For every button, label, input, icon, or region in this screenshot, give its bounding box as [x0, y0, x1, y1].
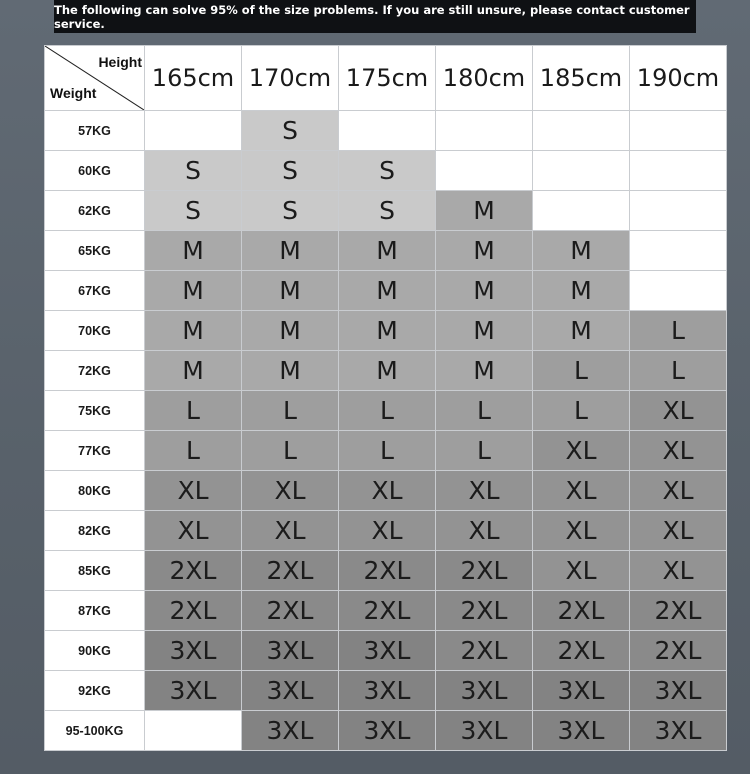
- size-cell: 2XL: [436, 631, 533, 671]
- size-cell: L: [630, 311, 727, 351]
- size-cell: 2XL: [145, 591, 242, 631]
- weight-row-header: 72KG: [45, 351, 145, 391]
- size-cell: 3XL: [145, 631, 242, 671]
- size-cell: XL: [436, 471, 533, 511]
- size-table-row: [45, 271, 727, 311]
- size-cell: M: [339, 271, 436, 311]
- size-cell: L: [533, 391, 630, 431]
- size-cell: 2XL: [242, 551, 339, 591]
- size-cell: 2XL: [436, 551, 533, 591]
- empty-size-cell: [533, 111, 630, 151]
- size-cell: 3XL: [339, 711, 436, 751]
- size-cell: L: [436, 431, 533, 471]
- weight-row-header: 75KG: [45, 391, 145, 431]
- size-cell: 2XL: [533, 591, 630, 631]
- size-cell: L: [242, 431, 339, 471]
- size-table-row: [45, 511, 727, 551]
- size-table-row: [45, 631, 727, 671]
- empty-size-cell: [630, 191, 727, 231]
- size-cell: 3XL: [145, 671, 242, 711]
- height-axis-label: Height: [98, 54, 142, 70]
- size-cell: 3XL: [242, 631, 339, 671]
- size-table-row: [45, 551, 727, 591]
- weight-row-header: 85KG: [45, 551, 145, 591]
- size-cell: 2XL: [145, 551, 242, 591]
- size-cell: L: [436, 391, 533, 431]
- size-cell: M: [339, 311, 436, 351]
- weight-row-header: 80KG: [45, 471, 145, 511]
- size-cell: M: [242, 351, 339, 391]
- size-cell: 3XL: [630, 711, 727, 751]
- empty-size-cell: [145, 711, 242, 751]
- size-cell: L: [145, 391, 242, 431]
- size-cell: M: [145, 351, 242, 391]
- weight-row-header: 82KG: [45, 511, 145, 551]
- empty-size-cell: [533, 151, 630, 191]
- size-table-row: [45, 311, 727, 351]
- size-cell: M: [145, 271, 242, 311]
- size-cell: XL: [630, 391, 727, 431]
- size-cell: XL: [242, 471, 339, 511]
- size-cell: XL: [630, 551, 727, 591]
- size-cell: M: [242, 271, 339, 311]
- weight-row-header: 67KG: [45, 271, 145, 311]
- size-table-row: [45, 711, 727, 751]
- height-column-header: 170cm: [242, 46, 339, 111]
- size-cell: M: [339, 231, 436, 271]
- size-table-row: [45, 191, 727, 231]
- size-cell: 3XL: [339, 671, 436, 711]
- size-cell: L: [630, 351, 727, 391]
- size-cell: 3XL: [533, 711, 630, 751]
- height-column-header: 185cm: [533, 46, 630, 111]
- size-table-row: [45, 231, 727, 271]
- size-cell: M: [436, 351, 533, 391]
- size-cell: S: [145, 151, 242, 191]
- weight-axis-label: Weight: [50, 85, 97, 101]
- size-table-row: [45, 111, 727, 151]
- size-table-body: [45, 111, 727, 751]
- size-table-row: [45, 471, 727, 511]
- size-cell: L: [242, 391, 339, 431]
- size-cell: M: [533, 231, 630, 271]
- weight-row-header: 87KG: [45, 591, 145, 631]
- weight-row-header: 62KG: [45, 191, 145, 231]
- size-table-row: [45, 671, 727, 711]
- size-cell: S: [339, 191, 436, 231]
- size-cell: XL: [339, 471, 436, 511]
- size-cell: 2XL: [630, 591, 727, 631]
- size-cell: M: [436, 191, 533, 231]
- size-cell: XL: [533, 471, 630, 511]
- size-cell: 2XL: [242, 591, 339, 631]
- size-cell: 3XL: [242, 711, 339, 751]
- size-cell: XL: [533, 511, 630, 551]
- size-table-row: [45, 431, 727, 471]
- size-table-row: [45, 591, 727, 631]
- size-cell: XL: [339, 511, 436, 551]
- size-cell: S: [242, 111, 339, 151]
- empty-size-cell: [436, 151, 533, 191]
- height-column-header: 175cm: [339, 46, 436, 111]
- size-cell: 3XL: [242, 671, 339, 711]
- empty-size-cell: [145, 111, 242, 151]
- size-table-row: [45, 351, 727, 391]
- size-cell: M: [145, 231, 242, 271]
- size-cell: XL: [630, 431, 727, 471]
- size-cell: M: [436, 231, 533, 271]
- size-cell: XL: [145, 511, 242, 551]
- size-table-row: [45, 391, 727, 431]
- weight-row-header: 95-100KG: [45, 711, 145, 751]
- size-cell: S: [145, 191, 242, 231]
- size-chart-table: [44, 45, 727, 751]
- empty-size-cell: [533, 191, 630, 231]
- empty-size-cell: [339, 111, 436, 151]
- size-cell: XL: [533, 551, 630, 591]
- size-cell: M: [339, 351, 436, 391]
- empty-size-cell: [630, 231, 727, 271]
- size-cell: L: [145, 431, 242, 471]
- size-cell: S: [242, 151, 339, 191]
- size-cell: XL: [145, 471, 242, 511]
- size-table-row: [45, 151, 727, 191]
- size-cell: XL: [630, 471, 727, 511]
- weight-row-header: 77KG: [45, 431, 145, 471]
- size-cell: 3XL: [436, 711, 533, 751]
- size-cell: 2XL: [339, 551, 436, 591]
- weight-row-header: 65KG: [45, 231, 145, 271]
- size-guide-banner: The following can solve 95% of the size problems. If you are still unsure, please contact customer service.: [54, 0, 696, 33]
- height-column-header: 165cm: [145, 46, 242, 111]
- empty-size-cell: [630, 271, 727, 311]
- size-cell: M: [436, 311, 533, 351]
- size-cell: M: [533, 271, 630, 311]
- empty-size-cell: [436, 111, 533, 151]
- size-cell: 3XL: [339, 631, 436, 671]
- size-cell: 2XL: [436, 591, 533, 631]
- size-cell: 3XL: [630, 671, 727, 711]
- empty-size-cell: [630, 151, 727, 191]
- size-cell: M: [242, 311, 339, 351]
- height-header-row: [45, 46, 727, 111]
- size-cell: L: [339, 431, 436, 471]
- size-cell: 3XL: [533, 671, 630, 711]
- size-cell: L: [339, 391, 436, 431]
- size-cell: M: [145, 311, 242, 351]
- weight-row-header: 70KG: [45, 311, 145, 351]
- size-cell: XL: [436, 511, 533, 551]
- corner-header: [45, 46, 145, 111]
- height-column-header: 190cm: [630, 46, 727, 111]
- weight-row-header: 60KG: [45, 151, 145, 191]
- size-cell: S: [339, 151, 436, 191]
- size-cell: XL: [630, 511, 727, 551]
- size-cell: 2XL: [339, 591, 436, 631]
- weight-row-header: 92KG: [45, 671, 145, 711]
- weight-row-header: 90KG: [45, 631, 145, 671]
- size-cell: 2XL: [533, 631, 630, 671]
- height-column-header: 180cm: [436, 46, 533, 111]
- size-cell: L: [533, 351, 630, 391]
- size-cell: M: [533, 311, 630, 351]
- size-cell: M: [436, 271, 533, 311]
- size-cell: M: [242, 231, 339, 271]
- weight-row-header: 57KG: [45, 111, 145, 151]
- size-cell: XL: [533, 431, 630, 471]
- size-cell: 3XL: [436, 671, 533, 711]
- size-cell: XL: [242, 511, 339, 551]
- size-cell: S: [242, 191, 339, 231]
- size-cell: 2XL: [630, 631, 727, 671]
- empty-size-cell: [630, 111, 727, 151]
